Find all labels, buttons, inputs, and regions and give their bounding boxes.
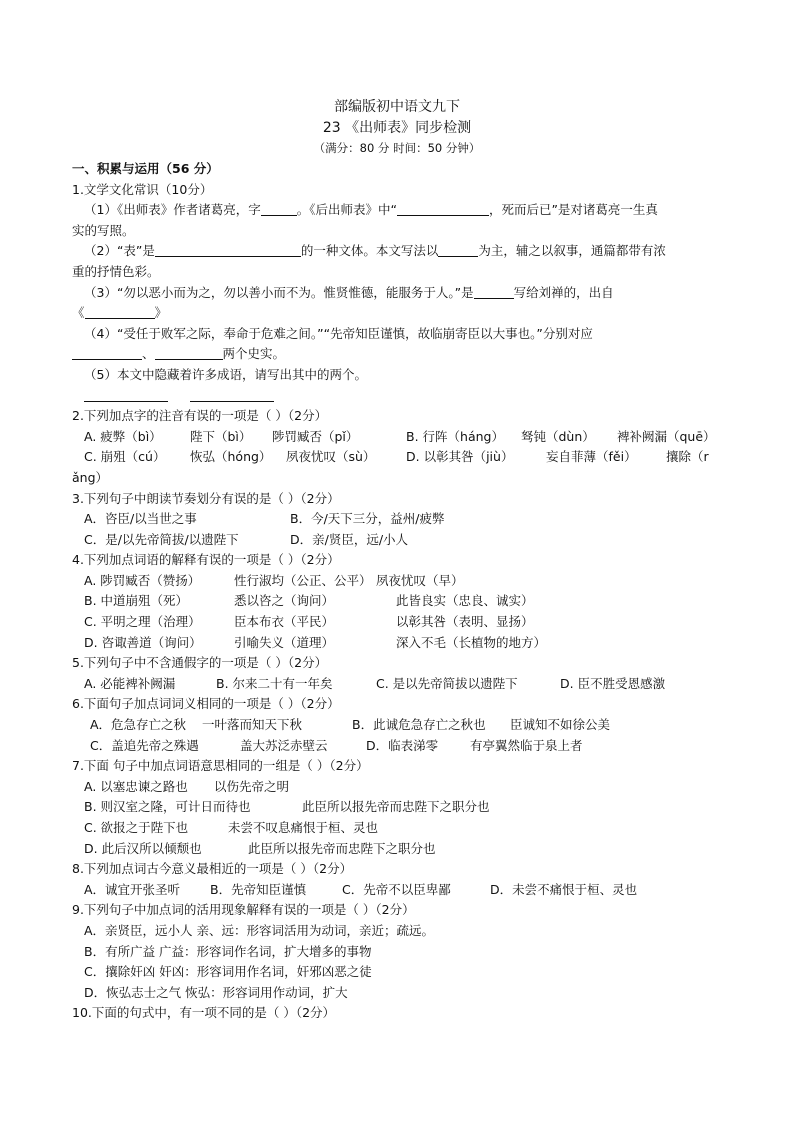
q4-option-item: 性行淑均（公正、公平）: [234, 572, 372, 588]
q3-option[interactable]: B．今/天下三分，益州/疲弊: [290, 511, 445, 527]
q9-option[interactable]: A．亲贤臣，远小人 亲、远：形容词活用为动词，亲近；疏远。: [84, 922, 435, 938]
answer-blank[interactable]: [155, 345, 223, 360]
q7-option-item: 未尝不叹息痛恨于桓、灵也: [228, 820, 379, 835]
q8-option[interactable]: C．先帝不以臣卑鄙: [342, 881, 451, 897]
q1-part3-text-b: 写给刘禅的，出自: [513, 284, 614, 300]
q5-stem: 5.下列句子中不含通假字的一项是（ ）（2分）: [72, 655, 328, 671]
q1-part3-bracket-open: 《: [72, 305, 85, 321]
q2-option[interactable]: D. 以彰其咎（jiù）: [406, 449, 514, 465]
q5-options: [72, 674, 732, 695]
q2-option[interactable]: C. 崩殂（cú）: [84, 449, 166, 465]
q1-part2-text-c: 为主，辅之以叙事，通篇都带有浓: [478, 243, 666, 259]
q8-option[interactable]: A．诚宜开张圣听: [84, 881, 181, 897]
q6-options-cd: [72, 736, 732, 757]
q9-option[interactable]: B．有所广益 广益：形容词作名词，扩大增多的事物: [84, 943, 372, 959]
q4-option-row[interactable]: [72, 571, 732, 592]
q6-option[interactable]: D．临表涕零: [366, 737, 439, 753]
q4-option-row[interactable]: [72, 633, 732, 654]
q7-option-item: C. 欲报之于陛下也: [84, 820, 189, 835]
q7-option-row[interactable]: [72, 797, 732, 818]
q9-stem: 9.下列句子中加点词的活用现象解释有误的一项是（ ）（2分）: [72, 902, 415, 918]
q4-stem: 4.下列加点词语的解释有误的一项是（ ）（2分）: [72, 552, 340, 568]
q7-option-item: A. 以塞忠谏之路也: [84, 778, 188, 794]
q4-option-item: A. 陟罚臧否（赞扬）: [84, 572, 201, 588]
q7-option-item: 以伤先帝之明: [214, 778, 290, 794]
q7-option-item: 此臣所以报先帝而忠陛下之职分也: [302, 799, 490, 815]
q3-options-cd: [72, 530, 732, 551]
document-title: 部编版初中语文九下: [334, 99, 460, 115]
q7-option-item: 此臣所以报先帝而忠陛下之职分也: [248, 840, 436, 856]
q1-part2-text-b: 的一种文体。本文写法以: [300, 243, 439, 259]
q1-part4-sep: 、: [142, 346, 155, 362]
q1-part1-text-a: （1）《出师表》作者诸葛亮，字: [84, 202, 261, 218]
q7-option-item: B. 则汉室之隆，可计日而待也: [84, 799, 251, 815]
q1-part3-bracket-close: 》: [154, 305, 168, 321]
q2-option-item: 裨补阙漏（quē）: [617, 428, 716, 444]
q1-part2-cont: 重的抒情色彩。: [72, 263, 160, 279]
answer-blank[interactable]: [438, 242, 478, 257]
q1-part1-text-c: ，死而后已”是对诸葛亮一生真: [488, 202, 658, 218]
q7-option-row[interactable]: [72, 839, 732, 860]
q2-option-item: 攘除（r: [666, 449, 709, 465]
q7-option-item: D. 此后汉所以倾颓也: [84, 840, 202, 856]
q4-option-item: D. 咨诹善道（询问）: [84, 634, 202, 650]
score-time-info: （满分：80 分 时间：50 分钟）: [313, 141, 481, 155]
answer-blank[interactable]: [85, 304, 155, 319]
q4-option-item: 深入不毛（长植物的地方）: [396, 634, 547, 650]
q3-options-ab: [72, 509, 732, 530]
q9-option[interactable]: C．攘除奸凶 奸凶：形容词用作名词，奸邪凶恶之徒: [84, 964, 372, 980]
q1-part4-cont: [72, 344, 732, 365]
q7-option-row[interactable]: [72, 777, 732, 798]
q1-part4-text-c: 两个史实。: [222, 346, 286, 362]
q3-option[interactable]: D．亲/贤臣，远/小人: [290, 531, 409, 547]
q6-options-ab: [72, 715, 732, 736]
q1-part5: （5）本文中隐藏着许多成语，请写出其中的两个。: [84, 366, 367, 382]
q4-option-row[interactable]: [72, 612, 732, 633]
answer-blank[interactable]: [72, 345, 142, 360]
q1-part1-cont: 实的写照。: [72, 222, 135, 238]
q4-option-item: 臣本布衣（平民）: [234, 614, 335, 630]
q4-option-item: C. 平明之理（治理）: [84, 614, 201, 630]
q6-stem: 6.下面句子加点词词义相同的一项是（ ）（2分）: [72, 696, 340, 712]
q1-part2: [72, 241, 732, 262]
q1-part2-text-a: （2）“表”是: [84, 243, 155, 259]
q2-option[interactable]: B. 行阵（háng）: [406, 428, 504, 444]
q6-option-item: 臣诚知不如徐公美: [510, 717, 611, 733]
q6-option-item: 有亭翼然临于泉上者: [470, 737, 583, 753]
q8-stem: 8.下列加点词古今意义最相近的一项是（ ）（2分）: [72, 861, 353, 877]
question-list: [72, 159, 732, 1024]
q2-option-item: 陛下（bì）: [190, 428, 252, 444]
answer-blank[interactable]: [190, 387, 274, 402]
q2-option[interactable]: A. 疲弊（bì）: [84, 428, 162, 444]
answer-blank[interactable]: [397, 201, 489, 216]
q2-option-item: 恢弘（hóng）: [190, 449, 272, 465]
q5-option[interactable]: A. 必能裨补阙漏: [84, 675, 176, 691]
q8-option[interactable]: D．未尝不痛恨于桓、灵也: [490, 881, 638, 897]
q3-option[interactable]: A．咨臣/以当世之事: [84, 511, 197, 527]
q2-wrap: ǎng）: [72, 469, 109, 485]
q9-option[interactable]: D．恢弘志士之气 恢弘：形容词用作动词，扩大: [84, 984, 348, 1000]
q4-option-item: B. 中道崩殂（死）: [84, 593, 189, 609]
q4-option-item: 悉以咨之（询问）: [234, 593, 335, 609]
q4-option-item: 夙夜忧叹（早）: [376, 572, 464, 588]
q1-part1: [72, 200, 732, 221]
q5-option[interactable]: C. 是以先帝简拔以遗陛下: [376, 675, 518, 691]
q1-part3: [72, 283, 732, 304]
q6-option-item: 盖大苏泛赤壁云: [240, 737, 328, 753]
document-subtitle: 23 《出师表》同步检测: [322, 120, 472, 136]
q1-part3-text-a: （3）“勿以恶小而为之，勿以善小而不为。惟贤惟德，能服务于人。”是: [84, 284, 474, 300]
q2-option-item: 陟罚臧否（pǐ）: [272, 428, 359, 444]
q2-stem: 2.下列加点字的注音有误的一项是（ ）（2分）: [72, 408, 328, 424]
answer-blank[interactable]: [474, 284, 514, 299]
answer-blank[interactable]: [84, 387, 168, 402]
q7-stem: 7.下面 句子中加点词语意思相同的一组是（ ）（2分）: [72, 758, 369, 774]
answer-blank[interactable]: [155, 242, 301, 257]
q8-options: [72, 880, 732, 901]
q8-option[interactable]: B．先帝知臣谨慎: [210, 881, 307, 897]
q1-part3-cont: [72, 303, 732, 324]
q2-option-item: 驽钝（dùn）: [521, 428, 595, 444]
q7-option-row[interactable]: [72, 818, 732, 839]
q4-option-row[interactable]: [72, 591, 732, 612]
q5-option[interactable]: B. 尔来二十有一年矣: [216, 675, 333, 691]
q3-option[interactable]: C．是/以先帝简拔/以遗陛下: [84, 531, 239, 547]
q6-option[interactable]: A．危急存亡之秋: [90, 717, 187, 733]
q4-option-item: 此皆良实（忠良、诚实）: [396, 593, 534, 609]
q10-stem: 10.下面的句式中，有一项不同的是（ ）（2分）: [72, 1005, 336, 1021]
q4-option-item: 以彰其咎（表明、显扬）: [396, 614, 534, 630]
q2-option-item: 夙夜忧叹（sù）: [286, 449, 376, 465]
q1-part5-blanks: [72, 386, 732, 407]
q1-stem: 1.文学文化常识（10分）: [72, 181, 213, 197]
q3-stem: 3.下列句子中朗读节奏划分有误的是（ ）（2分）: [72, 490, 340, 506]
answer-blank[interactable]: [261, 201, 297, 216]
q2-option-item: 妄自菲薄（fěi）: [546, 449, 637, 465]
q2-options-cd: [72, 447, 732, 468]
q4-option-item: 引喻失义（道理）: [234, 634, 335, 650]
q6-option[interactable]: B．此诚危急存亡之秋也: [352, 717, 486, 733]
q5-option[interactable]: D. 臣不胜受恩感激: [560, 675, 666, 691]
q2-options-ab: [72, 427, 732, 448]
section-heading: 一、积累与运用（56 分）: [72, 161, 219, 176]
q1-part1-text-b: 。《后出师表》中“: [296, 202, 397, 218]
q1-part4: （4）“受任于败军之际，奉命于危难之间。”“先帝知臣谨慎，故临崩寄臣以大事也。”分别对应: [84, 325, 593, 341]
q6-option[interactable]: C．盖追先帝之殊遇: [90, 737, 199, 753]
q6-option-item: 一叶落而知天下秋: [202, 717, 303, 733]
